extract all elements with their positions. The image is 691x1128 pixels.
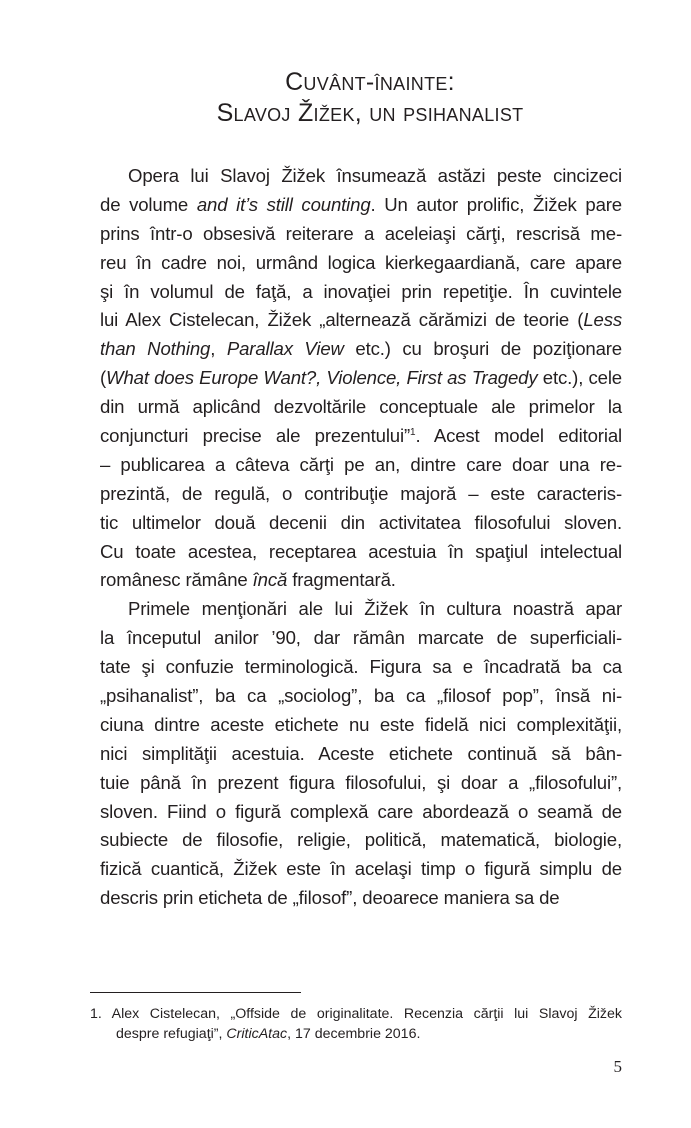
chapter-title-line-1: Cuvânt-înainte: bbox=[285, 68, 455, 96]
footnote-text: , 17 decembrie 2016. bbox=[287, 1025, 421, 1042]
text-segment: descris prin eticheta de „filosof”, deoarece maniera sa de bbox=[100, 887, 560, 909]
text-segment: , bbox=[210, 338, 227, 360]
footnote-text: despre refugiaţi”, bbox=[116, 1025, 227, 1042]
text-line bbox=[100, 162, 622, 191]
text-segment: subiecte de filosofie, religie, politică, matematică, biologie, bbox=[100, 829, 622, 851]
text-segment: reu în cadre noi, urmând logica kierkegaardiană, care apare bbox=[100, 251, 622, 273]
text-line bbox=[100, 422, 622, 451]
italic-text: What does Europe Want?, Violence, First as Tragedy bbox=[106, 367, 538, 389]
page-number: 5 bbox=[613, 1057, 622, 1076]
text-line bbox=[100, 855, 622, 884]
text-segment: „psihanalist”, ba ca „sociolog”, ba ca „filosof pop”, însă ni- bbox=[100, 685, 622, 707]
text-line bbox=[100, 624, 622, 653]
text-segment: etc.), cele bbox=[537, 367, 622, 389]
text-line bbox=[100, 884, 622, 913]
text-line bbox=[100, 249, 622, 278]
text-line bbox=[100, 711, 622, 740]
text-segment: ( bbox=[100, 367, 107, 389]
text-line bbox=[100, 653, 622, 682]
text-line bbox=[100, 798, 622, 827]
italic-text: încă bbox=[252, 569, 288, 591]
text-line bbox=[100, 451, 622, 480]
text-segment: de volume bbox=[100, 193, 197, 215]
text-line bbox=[100, 538, 622, 567]
text-segment: . Un autor prolific, Žižek pare bbox=[370, 193, 622, 215]
text-segment: sloven. Fiind o figură complexă care abordează o seamă de bbox=[100, 800, 622, 822]
body-text bbox=[100, 162, 622, 913]
footnote bbox=[90, 1005, 622, 1044]
text-line bbox=[100, 595, 622, 624]
text-segment: Opera lui Slavoj Žižek însumează astăzi peste cincizeci bbox=[128, 165, 622, 186]
text-segment: conjuncturi precise ale prezentului” bbox=[100, 425, 411, 447]
text-segment: tic ultimelor două decenii din activitatea filosofului sloven. bbox=[100, 511, 622, 533]
text-segment: fizică cuantică, Žižek este în acelaşi timp o figură simplu de bbox=[100, 858, 622, 880]
text-segment: prins într-o obsesivă reiterare a aceleiaşi cărţi, rescrisă me- bbox=[100, 222, 622, 244]
footnote-line: 1. Alex Cistelecan, „Offside de originalitate. Recenzia cărţii lui Slavoj Žižek bbox=[90, 1006, 622, 1022]
text-segment: din urmă aplicând dezvoltările conceptuale ale primelor la bbox=[100, 396, 622, 418]
text-line bbox=[100, 191, 622, 220]
text-line bbox=[100, 682, 622, 711]
text-line bbox=[100, 480, 622, 509]
footnote-source-title: CriticAtac bbox=[226, 1025, 288, 1042]
text-segment: românesc rămâne bbox=[100, 569, 253, 591]
text-segment: prezintă, de regulă, o contribuţie majoră – este caracteris- bbox=[100, 482, 622, 504]
text-segment: Primele menţionări ale lui Žižek în cultura noastră apar bbox=[128, 598, 622, 620]
text-line bbox=[100, 220, 622, 249]
text-segment: nici simplităţii acestuia. Aceste etichete continuă să bân- bbox=[100, 742, 622, 764]
text-segment: ciuna dintre aceste etichete nu este fidelă nici complexităţii, bbox=[100, 713, 622, 735]
footnote-divider bbox=[90, 992, 301, 993]
text-segment: tate şi confuzie terminologică. Figura sa e încadrată ba ca bbox=[100, 656, 622, 678]
text-line bbox=[100, 826, 622, 855]
footnote-line bbox=[90, 1025, 622, 1045]
text-line bbox=[100, 306, 622, 335]
text-segment: Cu toate acestea, receptarea acestuia în spaţiul intelectual bbox=[100, 540, 622, 562]
italic-text: than Nothing bbox=[100, 338, 211, 360]
italic-text: Parallax View bbox=[226, 338, 344, 360]
chapter-title-line-2: Slavoj Žižek, un psihanalist bbox=[216, 99, 524, 127]
text-line bbox=[100, 769, 622, 798]
text-segment: etc.) cu broşuri de poziţionare bbox=[343, 338, 622, 360]
text-line bbox=[100, 740, 622, 769]
text-line bbox=[100, 335, 622, 364]
text-segment: şi în volumul de faţă, a inovaţiei prin repetiţie. În cuvintele bbox=[100, 280, 622, 302]
italic-text: Less bbox=[583, 309, 622, 331]
text-segment: tuie până în prezent figura filosofului, şi doar a „filosofului”, bbox=[100, 771, 622, 793]
text-segment: fragmentară. bbox=[287, 569, 396, 591]
text-line bbox=[100, 278, 622, 307]
text-line bbox=[100, 566, 622, 595]
text-line bbox=[100, 364, 622, 393]
text-segment: . Acest model editorial bbox=[415, 425, 622, 447]
text-segment: – publicarea a câteva cărţi pe an, dintre care doar una re- bbox=[100, 453, 622, 475]
text-line bbox=[100, 509, 622, 538]
text-line bbox=[100, 393, 622, 422]
text-segment: la începutul anilor ’90, dar rămân marcate de superficiali- bbox=[100, 627, 622, 649]
footnote-ref[interactable]: 1 bbox=[410, 427, 416, 439]
italic-text: and it’s still counting bbox=[196, 193, 371, 215]
text-segment: lui Alex Cistelecan, Žižek „alternează cărămizi de teorie ( bbox=[100, 309, 584, 331]
